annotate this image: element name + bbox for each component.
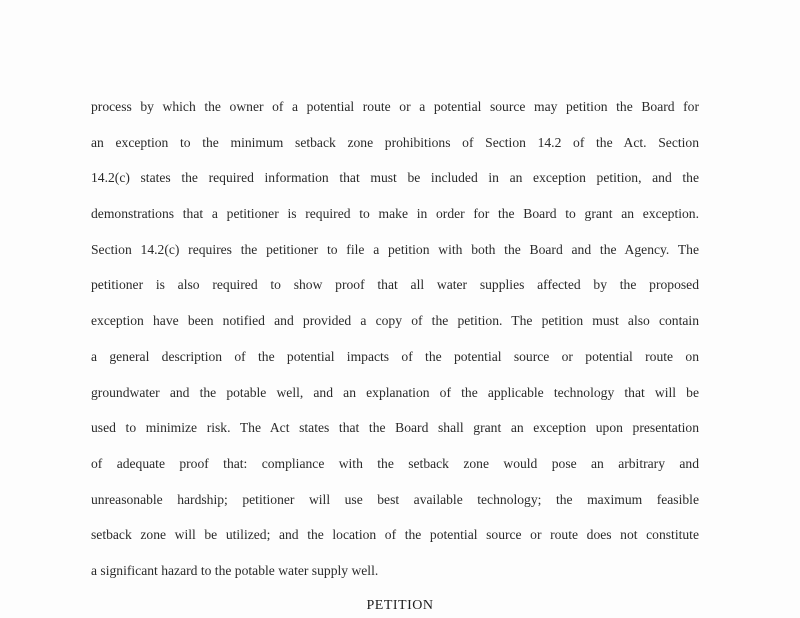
text-line: setback zone will be utilized; and the location of the potential source or route does not constitute: [91, 527, 699, 543]
text-line: of adequate proof that: compliance with the setback zone would pose an arbitrary and: [91, 455, 699, 471]
section-heading: PETITION: [366, 598, 434, 613]
text-line: Section 14.2(c) requires the petitioner to file a petition with both the Board and the Agency. The: [91, 241, 699, 257]
text-line: an exception to the minimum setback zone prohibitions of Section 14.2 of the Act. Section: [91, 134, 699, 150]
text-line: groundwater and the potable well, and an explanation of the applicable technology that will be: [91, 384, 699, 400]
text-line: process by which the owner of a potential route or a potential source may petition the Board for: [91, 99, 699, 114]
text-line: a significant hazard to the potable water supply well.: [91, 562, 379, 578]
text-line: 14.2(c) states the required information that must be included in an exception petition, and the: [91, 170, 699, 186]
text-line: exception have been notified and provided a copy of the petition. The petition must also contain: [91, 313, 699, 329]
text-line: demonstrations that a petitioner is required to make in order for the Board to grant an exception.: [91, 206, 699, 222]
text-line: a general description of the potential impacts of the potential source or potential route on: [91, 348, 699, 364]
text-line: unreasonable hardship; petitioner will use best available technology; the maximum feasible: [91, 491, 699, 507]
text-line: used to minimize risk. The Act states that the Board shall grant an exception upon presentation: [91, 420, 699, 436]
text-line: petitioner is also required to show proof that all water supplies affected by the proposed: [91, 277, 699, 293]
body-paragraph: [91, 94, 699, 594]
